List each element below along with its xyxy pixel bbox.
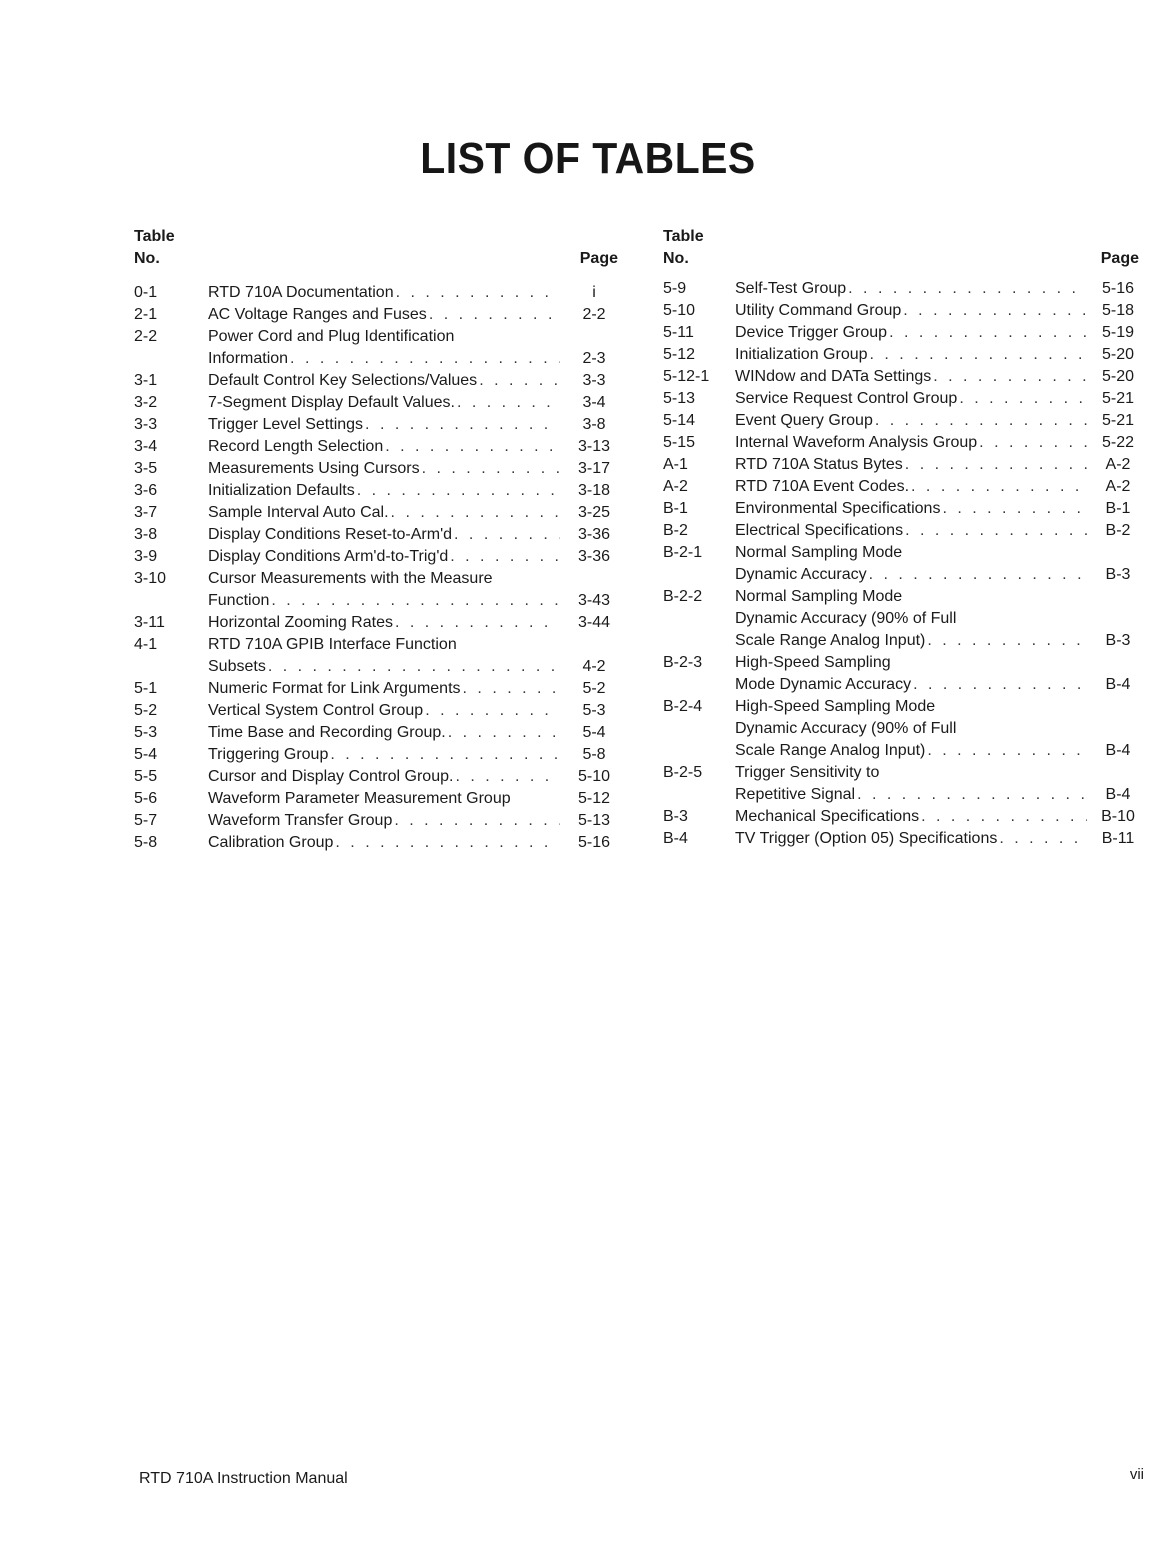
page-number: B-4 xyxy=(1105,742,1131,759)
toc-entry xyxy=(663,432,1143,454)
dot-leader xyxy=(857,784,1087,806)
toc-entry xyxy=(663,344,1143,366)
page-number: 5-2 xyxy=(582,680,606,697)
table-title-cell xyxy=(735,344,1093,366)
page-number: 5-16 xyxy=(577,834,611,851)
page-number: B-11 xyxy=(1101,830,1135,847)
table-title: High-Speed Sampling Mode xyxy=(735,698,936,715)
table-number: 5-12-1 xyxy=(663,368,710,385)
table-title: Trigger Sensitivity to xyxy=(735,764,880,781)
table-title: Mode Dynamic Accuracy xyxy=(735,676,912,693)
dot-leader xyxy=(455,766,560,788)
toc-entry xyxy=(663,388,1143,410)
toc-entry xyxy=(663,498,1143,520)
right-table-column xyxy=(663,226,1143,847)
toc-entry xyxy=(134,546,622,568)
dot-leader xyxy=(454,524,560,546)
table-title: AC Voltage Ranges and Fuses xyxy=(208,306,427,323)
dot-leader xyxy=(903,300,1087,322)
table-number: 3-4 xyxy=(134,438,158,455)
toc-entry xyxy=(663,718,1143,740)
table-number: 4-1 xyxy=(134,636,158,653)
table-number: 2-2 xyxy=(134,328,158,345)
page-number: 5-13 xyxy=(577,812,611,829)
dot-leader xyxy=(913,674,1087,696)
toc-entry xyxy=(134,348,622,370)
dot-leader xyxy=(385,436,560,458)
toc-entry xyxy=(663,674,1143,696)
table-number: 3-8 xyxy=(134,526,158,543)
toc-entry xyxy=(663,542,1143,564)
toc-entry xyxy=(134,744,622,766)
page-number: 3-8 xyxy=(582,416,606,433)
table-number: B-4 xyxy=(663,830,688,847)
table-number: 3-6 xyxy=(134,482,158,499)
dot-leader xyxy=(394,810,560,832)
table-title: Environmental Specifications xyxy=(735,500,941,517)
table-title: Function xyxy=(208,592,270,609)
header-table-label: Table xyxy=(663,228,704,245)
toc-entry xyxy=(134,436,622,458)
table-title: Measurements Using Cursors xyxy=(208,460,420,477)
table-number: 5-7 xyxy=(134,812,158,829)
table-title-cell xyxy=(735,432,1093,454)
toc-entry xyxy=(134,766,622,788)
table-number: 3-2 xyxy=(134,394,158,411)
page-number: 5-20 xyxy=(1101,346,1135,363)
table-title: RTD 710A GPIB Interface Function xyxy=(208,636,457,653)
toc-entry xyxy=(134,502,622,524)
toc-entry xyxy=(663,696,1143,718)
table-number: 5-10 xyxy=(663,302,696,319)
table-title: RTD 710A Status Bytes xyxy=(735,456,903,473)
page-number: B-4 xyxy=(1105,786,1131,803)
table-title-cell xyxy=(735,300,1093,322)
table-title: Self-Test Group xyxy=(735,280,847,297)
dot-leader xyxy=(425,700,560,722)
table-title-cell xyxy=(208,832,566,854)
toc-entry xyxy=(663,586,1143,608)
table-title-cell xyxy=(208,458,566,480)
table-title: Record Length Selection xyxy=(208,438,384,455)
header-page-label: Page xyxy=(579,250,618,267)
table-title-cell xyxy=(735,366,1093,388)
dot-leader xyxy=(999,828,1087,850)
table-title-cell xyxy=(735,740,1093,762)
toc-entry xyxy=(663,784,1143,806)
page-number: i xyxy=(592,284,596,301)
table-number: 3-10 xyxy=(134,570,167,587)
table-title: Waveform Parameter Measurement Group xyxy=(208,790,511,807)
table-number: 5-1 xyxy=(134,680,158,697)
table-title: Dynamic Accuracy (90% of Full xyxy=(735,610,957,627)
table-number: 5-2 xyxy=(134,702,158,719)
page-number: B-1 xyxy=(1105,500,1131,517)
table-title: Service Request Control Group xyxy=(735,390,958,407)
table-number: B-2-2 xyxy=(663,588,703,605)
table-title-cell xyxy=(735,454,1093,476)
right-column-header xyxy=(663,226,1143,278)
table-title-cell xyxy=(735,608,1093,630)
table-number: B-2-5 xyxy=(663,764,703,781)
page-number: 3-13 xyxy=(577,438,611,455)
toc-entry xyxy=(663,564,1143,586)
table-title-cell xyxy=(208,634,566,656)
table-title-cell xyxy=(735,674,1093,696)
dot-leader xyxy=(330,744,560,766)
page-title: LIST OF TABLES xyxy=(420,134,756,183)
table-number: B-2-3 xyxy=(663,654,703,671)
toc-entry xyxy=(134,326,622,348)
toc-entry xyxy=(134,304,622,326)
table-title-cell xyxy=(208,766,566,788)
dot-leader xyxy=(933,366,1087,388)
table-title-cell xyxy=(735,498,1093,520)
table-number: 5-4 xyxy=(134,746,158,763)
toc-entry xyxy=(663,278,1143,300)
page-number: 5-4 xyxy=(582,724,606,741)
table-title: Electrical Specifications xyxy=(735,522,904,539)
page-number: 5-22 xyxy=(1101,434,1135,451)
table-title: Calibration Group xyxy=(208,834,334,851)
dot-leader xyxy=(429,304,560,326)
dot-leader xyxy=(921,806,1087,828)
table-number: A-1 xyxy=(663,456,688,473)
table-title: Cursor and Display Control Group. xyxy=(208,768,454,785)
page-number: 3-36 xyxy=(577,548,611,565)
dot-leader xyxy=(848,278,1087,300)
dot-leader xyxy=(422,458,560,480)
page-number: 3-4 xyxy=(582,394,606,411)
dot-leader xyxy=(457,392,560,414)
header-no-label: No. xyxy=(663,250,689,267)
table-title-cell xyxy=(208,348,566,370)
table-title-cell xyxy=(208,370,566,392)
table-title: Power Cord and Plug Identification xyxy=(208,328,455,345)
table-title-cell xyxy=(735,542,1093,564)
page-number: 5-21 xyxy=(1101,412,1135,429)
dot-leader xyxy=(335,832,560,854)
table-number: 3-3 xyxy=(134,416,158,433)
dot-leader xyxy=(869,564,1087,586)
table-title: Time Base and Recording Group. xyxy=(208,724,446,741)
page-number: 3-44 xyxy=(577,614,611,631)
table-number: A-2 xyxy=(663,478,688,495)
toc-entry xyxy=(663,608,1143,630)
page-number: B-3 xyxy=(1105,566,1131,583)
dot-leader xyxy=(959,388,1087,410)
toc-entry xyxy=(134,458,622,480)
toc-entry xyxy=(134,370,622,392)
table-title-cell xyxy=(208,612,566,634)
table-title: Utility Command Group xyxy=(735,302,902,319)
left-toc-list xyxy=(134,282,622,854)
table-title-cell xyxy=(208,524,566,546)
page-number: 5-21 xyxy=(1101,390,1135,407)
table-title-cell xyxy=(208,436,566,458)
table-number: 3-1 xyxy=(134,372,158,389)
table-number: B-3 xyxy=(663,808,688,825)
table-title: Information xyxy=(208,350,289,367)
toc-entry xyxy=(134,612,622,634)
page-number: 3-3 xyxy=(582,372,606,389)
table-title-cell xyxy=(208,722,566,744)
table-title: Sample Interval Auto Cal. xyxy=(208,504,389,521)
table-title-cell xyxy=(208,656,566,678)
table-title: Internal Waveform Analysis Group xyxy=(735,434,978,451)
table-number: 5-6 xyxy=(134,790,158,807)
page-number: 5-3 xyxy=(582,702,606,719)
page-number: 4-2 xyxy=(582,658,606,675)
toc-entry xyxy=(134,722,622,744)
table-title-cell xyxy=(735,388,1093,410)
page-number: 3-17 xyxy=(577,460,611,477)
table-number: 5-8 xyxy=(134,834,158,851)
toc-entry xyxy=(663,300,1143,322)
toc-entry xyxy=(663,322,1143,344)
table-title-cell xyxy=(735,476,1093,498)
page-number: 3-43 xyxy=(577,592,611,609)
page-number: B-4 xyxy=(1105,676,1131,693)
toc-entry xyxy=(134,568,622,590)
table-title-cell xyxy=(735,322,1093,344)
table-title: Initialization Defaults xyxy=(208,482,355,499)
table-title: Trigger Level Settings xyxy=(208,416,364,433)
toc-entry xyxy=(663,366,1143,388)
table-number: 3-5 xyxy=(134,460,158,477)
toc-entry xyxy=(663,652,1143,674)
dot-leader xyxy=(875,410,1087,432)
table-title-cell xyxy=(208,304,566,326)
dot-leader xyxy=(391,502,560,524)
table-title-cell xyxy=(735,718,1093,740)
page-number: 5-20 xyxy=(1101,368,1135,385)
table-title: RTD 710A Event Codes. xyxy=(735,478,910,495)
table-title-cell xyxy=(735,828,1093,850)
toc-entry xyxy=(663,630,1143,652)
dot-leader xyxy=(905,520,1087,542)
page-number: 5-19 xyxy=(1101,324,1135,341)
dot-leader xyxy=(911,476,1087,498)
page-number: A-2 xyxy=(1105,456,1131,473)
table-title: Event Query Group xyxy=(735,412,873,429)
toc-entry xyxy=(663,410,1143,432)
table-number: 5-11 xyxy=(663,324,694,341)
page-number: 5-12 xyxy=(577,790,611,807)
table-title-cell xyxy=(208,568,566,590)
dot-leader xyxy=(463,678,560,700)
table-title-cell xyxy=(208,480,566,502)
table-number: 2-1 xyxy=(134,306,158,323)
toc-entry xyxy=(134,832,622,854)
table-title: Device Trigger Group xyxy=(735,324,888,341)
toc-entry xyxy=(134,480,622,502)
table-title-cell xyxy=(208,788,566,810)
page-number: 5-16 xyxy=(1101,280,1135,297)
dot-leader xyxy=(450,546,560,568)
table-title: 7-Segment Display Default Values. xyxy=(208,394,455,411)
dot-leader xyxy=(395,612,560,634)
dot-leader xyxy=(448,722,560,744)
table-title: Display Conditions Arm'd-to-Trig'd xyxy=(208,548,449,565)
table-title: Numeric Format for Link Arguments xyxy=(208,680,461,697)
page-number: 5-10 xyxy=(577,768,611,785)
table-title-cell xyxy=(208,744,566,766)
header-table-label: Table xyxy=(134,228,175,245)
page-number: 5-8 xyxy=(582,746,606,763)
right-toc-list xyxy=(663,278,1143,850)
header-no-label: No. xyxy=(134,250,160,267)
page-number: A-2 xyxy=(1105,478,1131,495)
table-number: 0-1 xyxy=(134,284,158,301)
table-title-cell xyxy=(208,590,566,612)
table-number: 5-14 xyxy=(663,412,696,429)
table-title: Scale Range Analog Input) xyxy=(735,742,926,759)
page-number: B-2 xyxy=(1105,522,1131,539)
toc-entry xyxy=(134,788,622,810)
table-title-cell xyxy=(735,278,1093,300)
left-table-column xyxy=(134,226,622,851)
table-title-cell xyxy=(735,586,1093,608)
dot-leader xyxy=(268,656,560,678)
table-title: Display Conditions Reset-to-Arm'd xyxy=(208,526,453,543)
dot-leader xyxy=(396,282,560,304)
table-title: Vertical System Control Group xyxy=(208,702,424,719)
table-number: 5-3 xyxy=(134,724,158,741)
table-title: Normal Sampling Mode xyxy=(735,588,903,605)
table-title-cell xyxy=(735,806,1093,828)
toc-entry xyxy=(134,634,622,656)
table-title-cell xyxy=(208,414,566,436)
table-number: 3-11 xyxy=(134,614,165,631)
table-title: Cursor Measurements with the Measure xyxy=(208,570,493,587)
dot-leader xyxy=(365,414,560,436)
table-title: Normal Sampling Mode xyxy=(735,544,903,561)
dot-leader xyxy=(927,630,1087,652)
page-number: 3-18 xyxy=(577,482,611,499)
page-number: 5-18 xyxy=(1101,302,1135,319)
table-title-cell xyxy=(208,326,566,348)
header-page-label: Page xyxy=(1100,250,1139,267)
table-title-cell xyxy=(208,392,566,414)
table-title-cell xyxy=(208,678,566,700)
table-title-cell xyxy=(735,652,1093,674)
table-title: Dynamic Accuracy xyxy=(735,566,867,583)
page-number: 3-25 xyxy=(577,504,611,521)
table-number: 5-15 xyxy=(663,434,696,451)
table-number: B-2-4 xyxy=(663,698,703,715)
toc-entry xyxy=(134,678,622,700)
table-title: Waveform Transfer Group xyxy=(208,812,393,829)
table-title-cell xyxy=(735,630,1093,652)
toc-entry xyxy=(134,392,622,414)
table-number: 3-7 xyxy=(134,504,158,521)
table-title-cell xyxy=(208,282,566,304)
table-title: Repetitive Signal xyxy=(735,786,856,803)
page-number: B-3 xyxy=(1105,632,1131,649)
toc-entry xyxy=(663,740,1143,762)
table-title-cell xyxy=(208,546,566,568)
toc-entry xyxy=(663,762,1143,784)
toc-entry xyxy=(134,524,622,546)
table-title: Default Control Key Selections/Values xyxy=(208,372,478,389)
footer-manual-name: RTD 710A Instruction Manual xyxy=(139,1470,348,1487)
table-title: Mechanical Specifications xyxy=(735,808,920,825)
table-title: High-Speed Sampling xyxy=(735,654,891,671)
page-number: 3-36 xyxy=(577,526,611,543)
toc-entry xyxy=(663,476,1143,498)
table-number: 5-12 xyxy=(663,346,696,363)
table-title: Initialization Group xyxy=(735,346,868,363)
toc-entry xyxy=(663,520,1143,542)
toc-entry xyxy=(663,454,1143,476)
toc-entry xyxy=(663,828,1143,850)
table-title: TV Trigger (Option 05) Specifications xyxy=(735,830,998,847)
table-title: RTD 710A Documentation xyxy=(208,284,394,301)
table-number: 5-5 xyxy=(134,768,158,785)
toc-entry xyxy=(134,590,622,612)
table-number: 5-9 xyxy=(663,280,687,297)
table-title-cell xyxy=(735,762,1093,784)
table-number: B-2 xyxy=(663,522,688,539)
dot-leader xyxy=(927,740,1087,762)
dot-leader xyxy=(870,344,1087,366)
table-title: WINdow and DATa Settings xyxy=(735,368,932,385)
page-number: 2-3 xyxy=(582,350,606,367)
footer-page-number: vii xyxy=(1129,1466,1144,1483)
table-number: 5-13 xyxy=(663,390,696,407)
toc-entry xyxy=(134,656,622,678)
table-title: Horizontal Zooming Rates xyxy=(208,614,393,631)
toc-entry xyxy=(134,700,622,722)
table-title-cell xyxy=(735,410,1093,432)
table-number: 3-9 xyxy=(134,548,158,565)
table-title: Scale Range Analog Input) xyxy=(735,632,926,649)
table-title-cell xyxy=(735,520,1093,542)
page-number: B-10 xyxy=(1101,808,1135,825)
dot-leader xyxy=(271,590,560,612)
table-title-cell xyxy=(735,696,1093,718)
dot-leader xyxy=(357,480,560,502)
left-column-header xyxy=(134,226,622,278)
dot-leader xyxy=(889,322,1087,344)
page-number: 2-2 xyxy=(582,306,606,323)
table-title: Subsets xyxy=(208,658,266,675)
dot-leader xyxy=(942,498,1087,520)
table-number: B-2-1 xyxy=(663,544,703,561)
table-title-cell xyxy=(208,502,566,524)
table-title-cell xyxy=(735,784,1093,806)
toc-entry xyxy=(663,806,1143,828)
table-title: Triggering Group xyxy=(208,746,329,763)
table-title: Dynamic Accuracy (90% of Full xyxy=(735,720,957,737)
toc-entry xyxy=(134,810,622,832)
dot-leader xyxy=(979,432,1087,454)
dot-leader xyxy=(479,370,560,392)
dot-leader xyxy=(290,348,560,370)
table-title-cell xyxy=(208,810,566,832)
table-number: B-1 xyxy=(663,500,688,517)
toc-entry xyxy=(134,282,622,304)
table-title-cell xyxy=(208,700,566,722)
dot-leader xyxy=(905,454,1087,476)
table-title-cell xyxy=(735,564,1093,586)
toc-entry xyxy=(134,414,622,436)
